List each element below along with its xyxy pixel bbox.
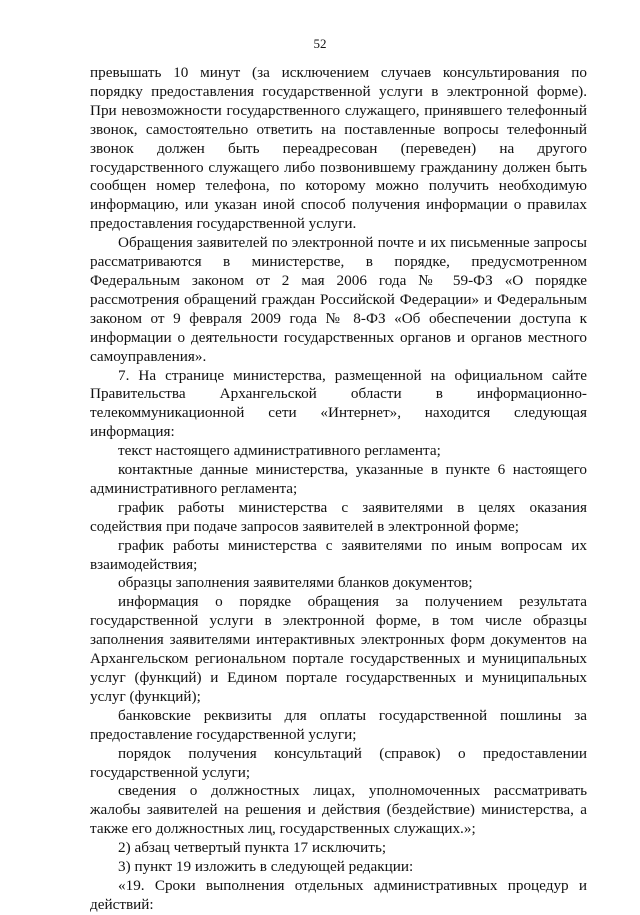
list-item: текст настоящего административного регламента;	[118, 442, 441, 460]
document-body	[90, 64, 587, 915]
list-item: контактные данные министерства, указанные в пункте 6 настоящего административного регламента;	[90, 461, 587, 497]
list-item: порядок получения консультаций (справок) о предоставлении государственной услуги;	[90, 744, 587, 781]
list-item: график работы министерства с заявителями в целях оказания содействия при подаче запросов заявителей в электронной форме;	[90, 498, 587, 535]
list-item: образцы заполнения заявителями бланков документов;	[118, 574, 473, 592]
list-item: информация о порядке обращения за получением результата государственной услуги в электронной форме, в том числе образцы заполнения заявителями интерактивных электронных форм документов на Архангельском региональном портале государственных и муниципальных услуг (функций) и Едином портале государственных и муниципальных услуг (функций);	[90, 593, 587, 705]
paragraph: 3) пункт 19 изложить в следующей редакции:	[118, 858, 414, 876]
list-item: банковские реквизиты для оплаты государственной пошлины за предоставление государственной услуги;	[90, 706, 587, 743]
paragraph: «19. Сроки выполнения отдельных административных процедур и действий:	[90, 876, 587, 913]
paragraph: 2) абзац четвертый пункта 17 исключить;	[118, 839, 387, 857]
page-number: 52	[313, 36, 327, 51]
paragraph: Обращения заявителей по электронной почте и их письменные запросы рассматриваются в министерстве, в порядке, предусмотренном Федеральным законом от 2 мая 2006 года № 59-ФЗ «О порядке рассмотрения обращений граждан Российской Федерации» и Федеральным законом от 9 февраля 2009 года № 8-ФЗ «Об обеспечении доступа к информации о деятельности государственных органов и органов местного самоуправления».	[90, 234, 587, 365]
paragraph: 7. На странице министерства, размещенной на официальном сайте Правительства Архангельской области в информационно-телекоммуникационной сети «Интернет», находится следующая информация:	[90, 366, 587, 441]
list-item: сведения о должностных лицах, уполномоченных рассматривать жалобы заявителей на решения и действия (бездействие) министерства, а также его должностных лиц, государственных служащих.»;	[90, 782, 587, 838]
list-item: график работы министерства с заявителями по иным вопросам их взаимодействия;	[90, 536, 587, 573]
paragraph: превышать 10 минут (за исключением случаев консультирования по порядку предоставления государственной услуги в электронной форме). При невозможности государственного служащего, принявшего телефонный звонок, самостоятельно ответить на поставленные вопросы телефонный звонок должен быть переадресован (переведен) на другого государственного служащего либо позвонившему гражданину должен быть сообщен номер телефона, по которому можно получить необходимую информацию, или указан иной способ получения информации о правилах предоставления государственной услуги.	[90, 64, 587, 233]
